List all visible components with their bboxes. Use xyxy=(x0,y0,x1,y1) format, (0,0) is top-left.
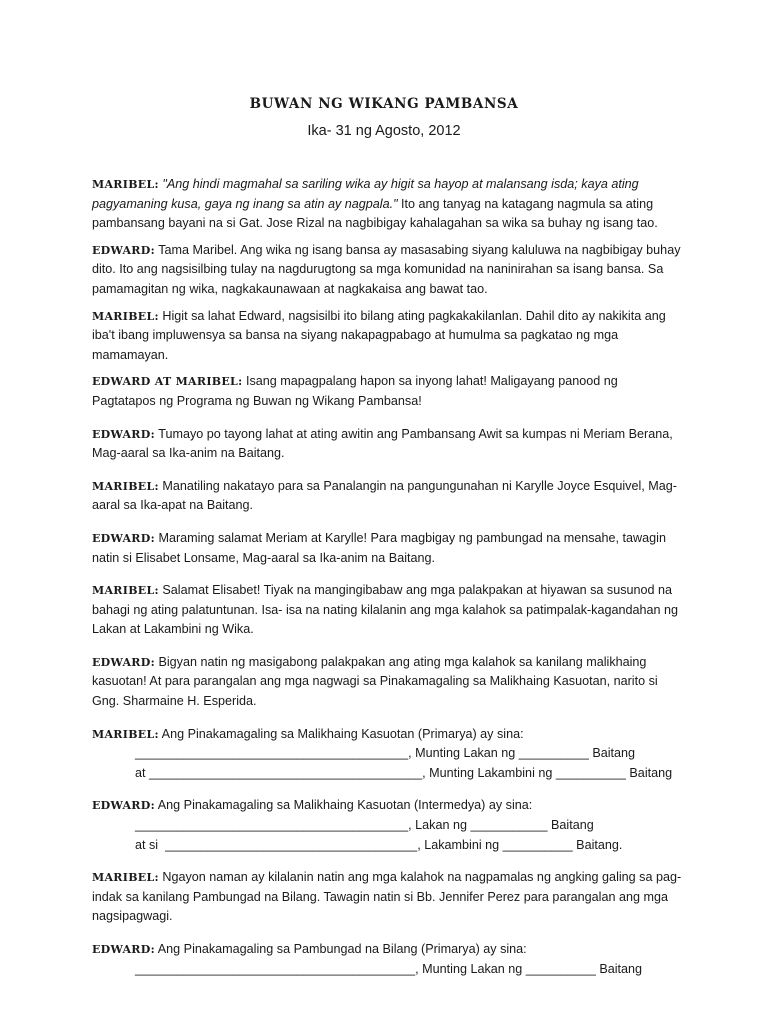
blank-line: ________________________________________, Munting Lakan ng __________ Baitang xyxy=(135,961,643,976)
paragraph-text: Ang Pinakamagaling sa Malikhaing Kasuotan (Intermedya) ay sina: xyxy=(154,798,533,813)
blank-line: at si ____________________________________, Lakambini ng __________ Baitang. xyxy=(135,837,623,852)
paragraph-text: Higit sa lahat Edward, nagsisilbi ito bilang ating pagkakakilanlan. Dahil dito ay nakikita ang iba't ibang impluwensya sa bansa na siyang nakapagpabago at humulma sa pagkatao ng mga mamamayan. xyxy=(92,308,666,362)
blank-line: at _______________________________________, Munting Lakambini ng __________ Baitang xyxy=(135,765,673,780)
paragraph-7 xyxy=(92,529,682,568)
paragraph-text: Ang Pinakamagaling sa Pambungad na Bilang (Primarya) ay sina: xyxy=(154,942,527,956)
speaker-label: MARIBEL: xyxy=(92,479,159,493)
paragraph-4 xyxy=(92,372,682,411)
speaker-label: EDWARD: xyxy=(92,799,155,813)
paragraph-text: Ngayon naman ay kilalanin natin ang mga kalahok na nagpamalas ng angking galing sa pag-indak sa kanilang Pambungad na Bilang. Tawagin natin si Bb. Jennifer Perez para parangalan ang mga nagsipagwagi. xyxy=(92,870,682,924)
paragraph-9 xyxy=(92,653,682,712)
speaker-label: MARIBEL: xyxy=(92,309,159,323)
paragraph-8 xyxy=(92,581,682,640)
rizal-quote: "Ang hindi magmahal sa sariling wika ay higit sa hayop at malansang isda; kaya ating pagyamaning kusa, gaya ng inang sa atin ay nagpala." xyxy=(92,177,639,211)
paragraph-text: Bigyan natin ng masigabong palakpakan ang ating mga kalahok sa kanilang malikhaing kasuotan! At para parangalan ang mga nagwagi sa Pinakamagaling sa Malikhaing Kasuotan, narito si Gng. Sharmaine H. Esperida. xyxy=(92,654,658,709)
paragraph-12 xyxy=(92,868,682,927)
speaker-label: EDWARD AT MARIBEL: xyxy=(92,375,243,389)
paragraph-text: Manatiling nakatayo para sa Panalangin na pangungunahan ni Karylle Joyce Esquivel, Mag-aaral sa Ika-apat na Baitang. xyxy=(92,478,677,513)
paragraph-text: Isang mapagpalang hapon sa inyong lahat! Maligayang panood ng Pagtatapos ng Programa ng Buwan ng Wikang Pambansa! xyxy=(92,374,618,408)
paragraph-text: Maraming salamat Meriam at Karylle! Para magbigay ng pambungad na mensahe, tawagin natin si Elisabet Lonsame, Mag-aaral sa Ika-anim na Baitang. xyxy=(92,530,666,565)
document-date: Ika- 31 ng Agosto, 2012 xyxy=(307,123,461,139)
blank-line: _______________________________________, Lakan ng ___________ Baitang xyxy=(135,818,594,833)
paragraph-text: Tumayo po tayong lahat at ating awitin ang Pambansang Awit sa kumpas ni Meriam Berana, Mag-aaral sa Ika-anim na Baitang. xyxy=(92,426,673,461)
speaker-label: EDWARD: xyxy=(92,943,155,956)
speaker-label: EDWARD: xyxy=(92,531,155,545)
speaker-label: EDWARD: xyxy=(92,427,155,441)
paragraph-5 xyxy=(92,425,682,464)
paragraph-10 xyxy=(92,725,682,784)
speaker-label: EDWARD: xyxy=(92,243,155,257)
paragraph-text: Ang Pinakamagaling sa Malikhaing Kasuotan (Primarya) ay sina: xyxy=(158,726,524,741)
speaker-label: EDWARD: xyxy=(92,655,155,669)
paragraph-text: Salamat Elisabet! Tiyak na mangingibabaw ang mga palakpakan at hiyawan sa susunod na bahagi ng ating palatuntunan. Isa- isa na nating kilalanin ang mga kalahok sa patimpalak-kagandahan ng Lakan at Lakambini ng Wika. xyxy=(92,583,679,637)
paragraph-11 xyxy=(92,796,682,855)
paragraph-3 xyxy=(92,307,682,366)
document-body xyxy=(92,175,682,986)
paragraph-2 xyxy=(92,241,682,300)
document-title: BUWAN NG WIKANG PAMBANSA xyxy=(249,96,519,112)
paragraph-13 xyxy=(92,940,682,979)
paragraph-1 xyxy=(92,175,682,234)
paragraph-6 xyxy=(92,477,682,516)
paragraph-text: Ito ang tanyag na katagang nagmula sa ating pambansang bayani na si Gat. Jose Rizal na nagbibigay kahalagahan sa wika sa buhay ng isang tao. xyxy=(92,196,658,231)
blank-line: _______________________________________, Munting Lakan ng __________ Baitang xyxy=(135,746,636,761)
speaker-label: MARIBEL: xyxy=(92,727,159,741)
speaker-label: MARIBEL: xyxy=(92,871,159,885)
speaker-label: MARIBEL: xyxy=(92,178,159,191)
paragraph-text: Tama Maribel. Ang wika ng isang bansa ay masasabing siyang kaluluwa na nagbibigay buhay dito. Ito ang nagsisilbing tulay na nagdurugtong sa mga komunidad na naninirahan sa isang bansa. Sa pamamagitan ng wika, nagkakaunawaan at nagkakaisa ang bawat tao. xyxy=(92,242,681,296)
speaker-label: MARIBEL: xyxy=(92,584,159,598)
